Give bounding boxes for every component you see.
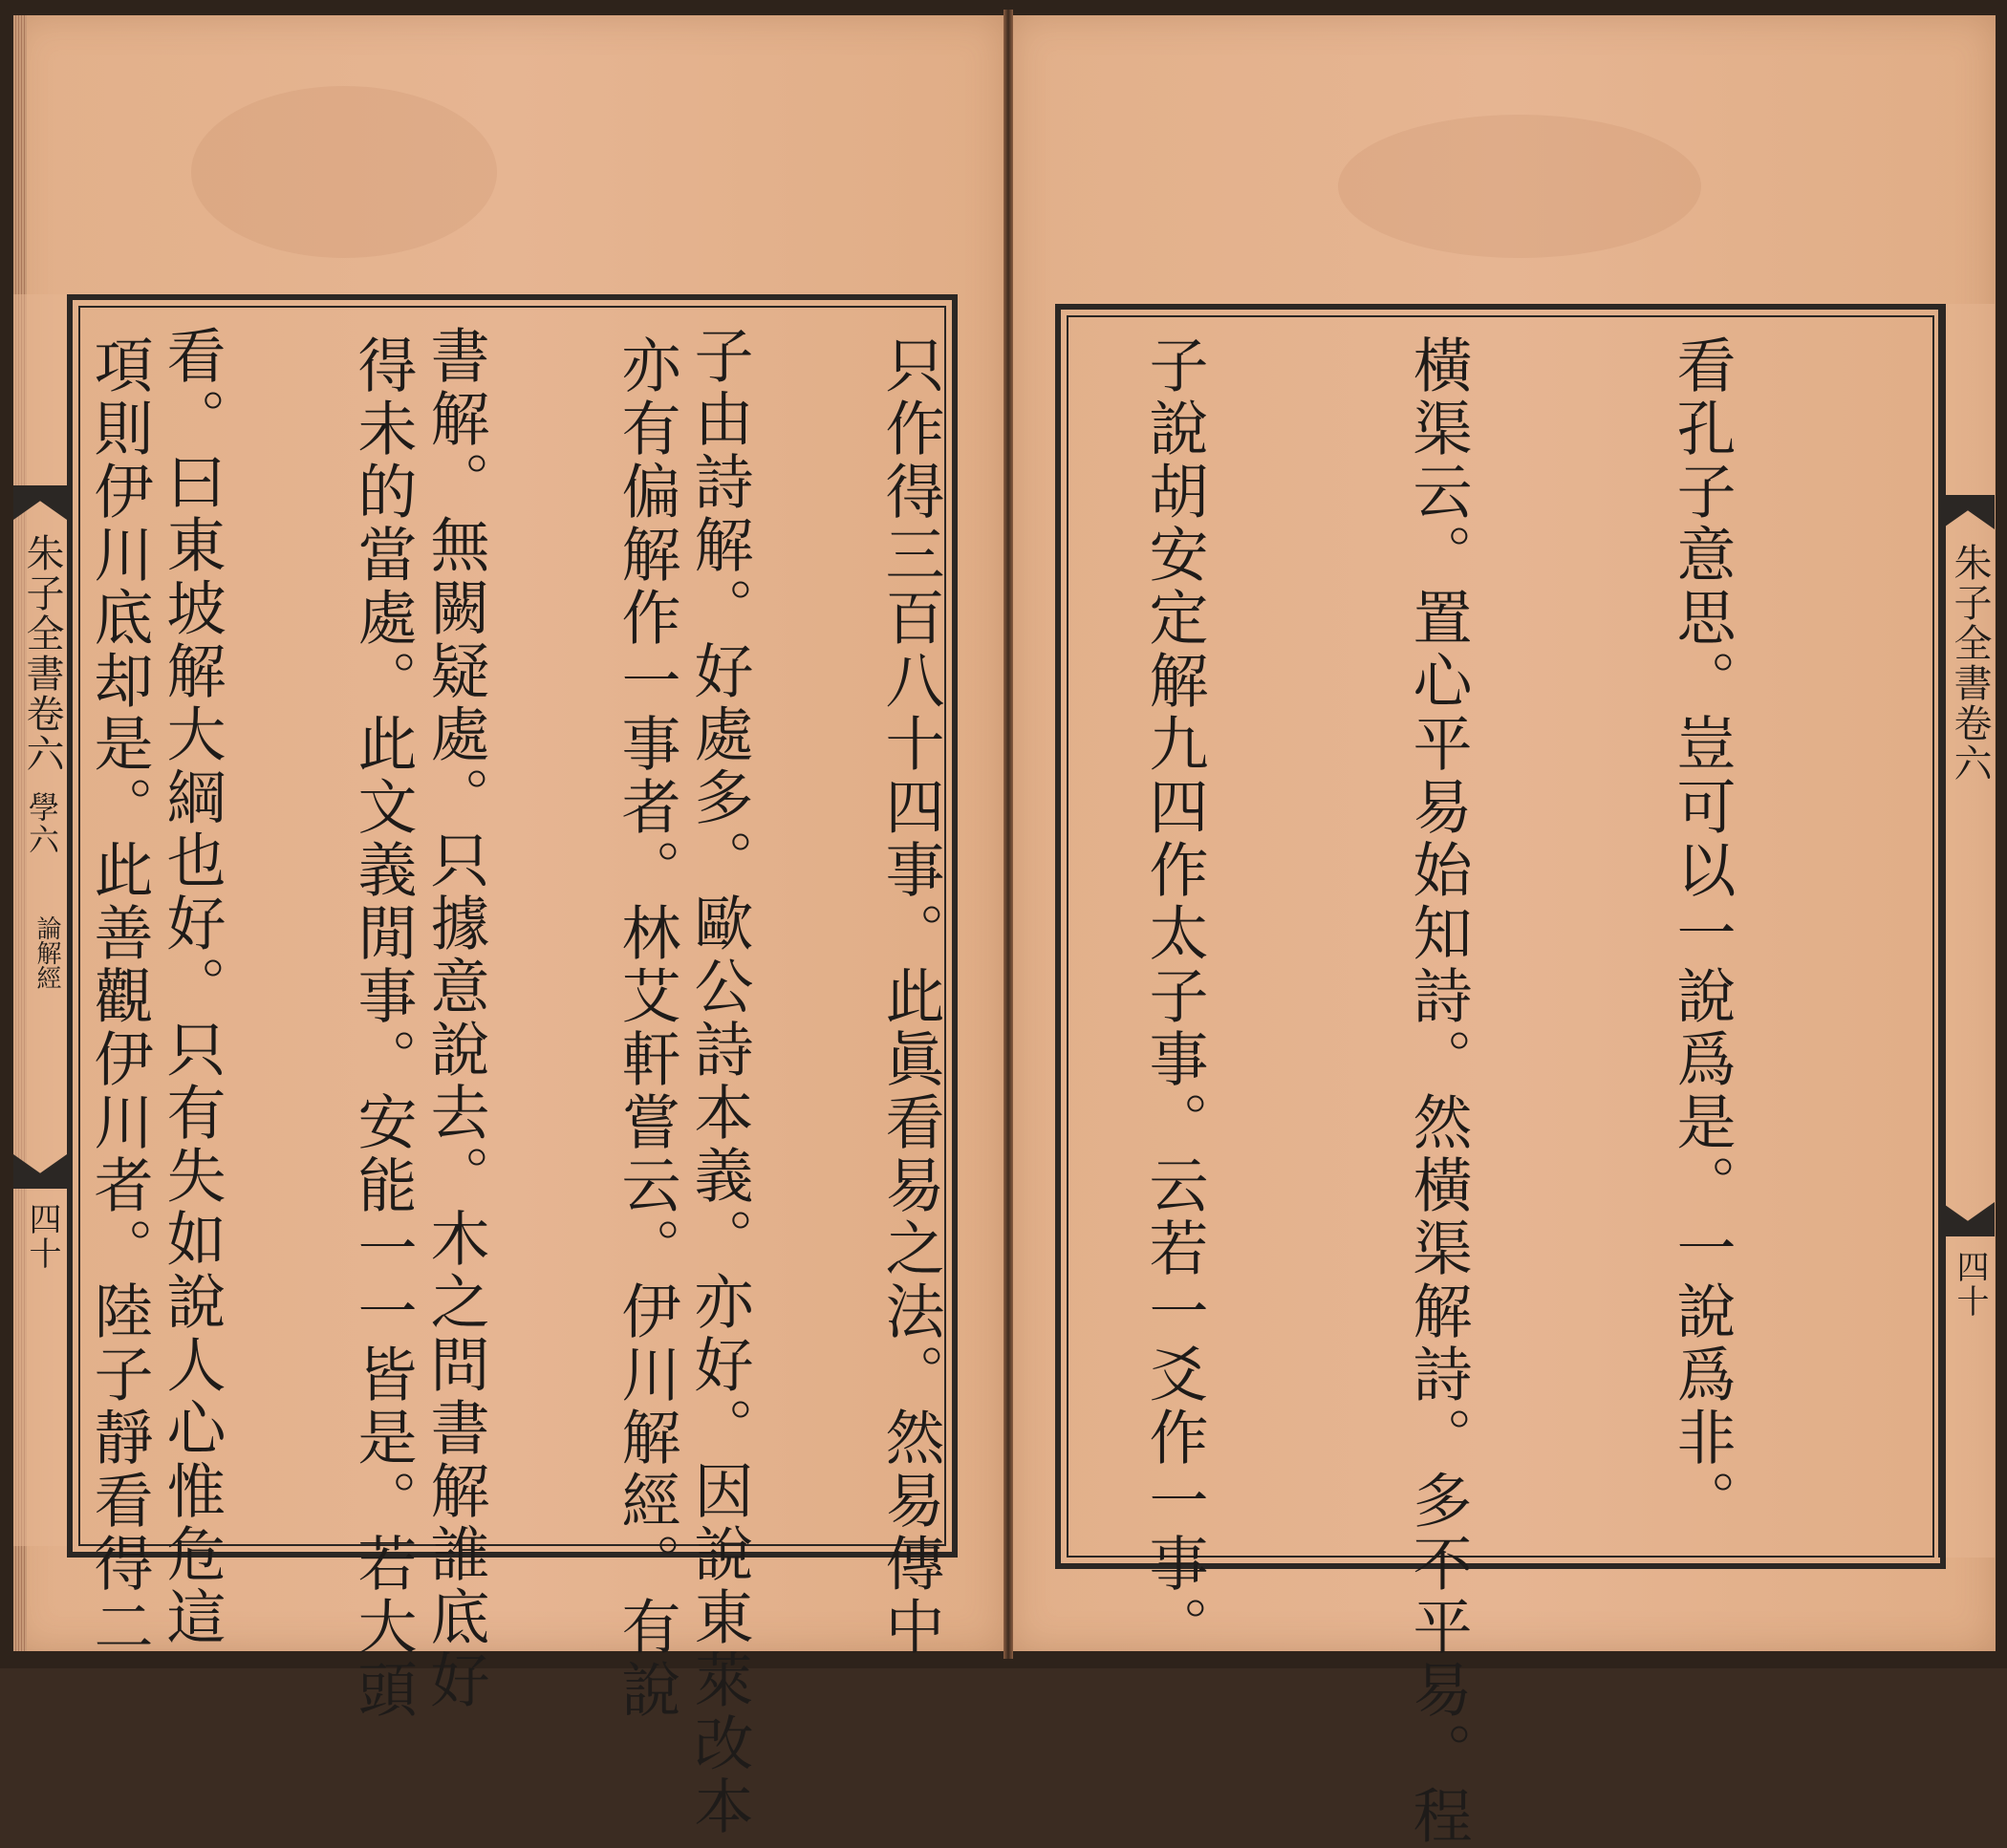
text-column: 子由詩解。好處多。歐公詩本義。亦好。因說東萊改本 bbox=[684, 325, 754, 1838]
text-column: 亦有偏解作一事者。林艾軒嘗云。伊川解經。有說 bbox=[612, 334, 681, 1722]
text-column: 書解。無闕疑處。只據意說去。木之問書解誰底好 bbox=[421, 325, 490, 1712]
left-banxin-section: 學六 bbox=[24, 791, 60, 856]
paper-stain bbox=[191, 86, 497, 258]
left-banxin-folio: 四十 bbox=[23, 1202, 61, 1271]
text-column: 看。曰東坡解大綱也好。只有失如說人心惟危這 bbox=[157, 325, 227, 1649]
left-banxin-title: 朱子全書卷六 bbox=[20, 533, 64, 774]
text-column: 看孔子意思。豈可以一說爲是。一說爲非。 bbox=[1667, 334, 1737, 1533]
fishtail-mark-upper bbox=[1941, 495, 1995, 529]
text-column: 橫渠云。置心平易始知詩。然橫渠解詩。多不平易。程 bbox=[1403, 334, 1473, 1848]
text-column: 子說胡安定解九四作太子事。云若一爻作一事。 bbox=[1139, 334, 1209, 1659]
fishtail-mark-lower bbox=[1941, 1202, 1995, 1236]
text-column: 只作得三百八十四事。此眞看易之法。然易傳中 bbox=[875, 334, 945, 1659]
text-column: 得未的當處。此文義閒事。安能一一皆是。若大頭 bbox=[348, 334, 418, 1722]
right-banxin bbox=[1938, 304, 1995, 1558]
right-banxin-title: 朱子全書卷六 bbox=[1948, 543, 1992, 784]
text-column: 項則伊川底却是。此善觀伊川者。陸子靜看得二 bbox=[84, 334, 154, 1659]
right-banxin-folio: 四十 bbox=[1951, 1250, 1989, 1319]
paper-stain bbox=[1338, 115, 1701, 258]
left-banxin-subsection: 論解經 bbox=[32, 915, 61, 990]
